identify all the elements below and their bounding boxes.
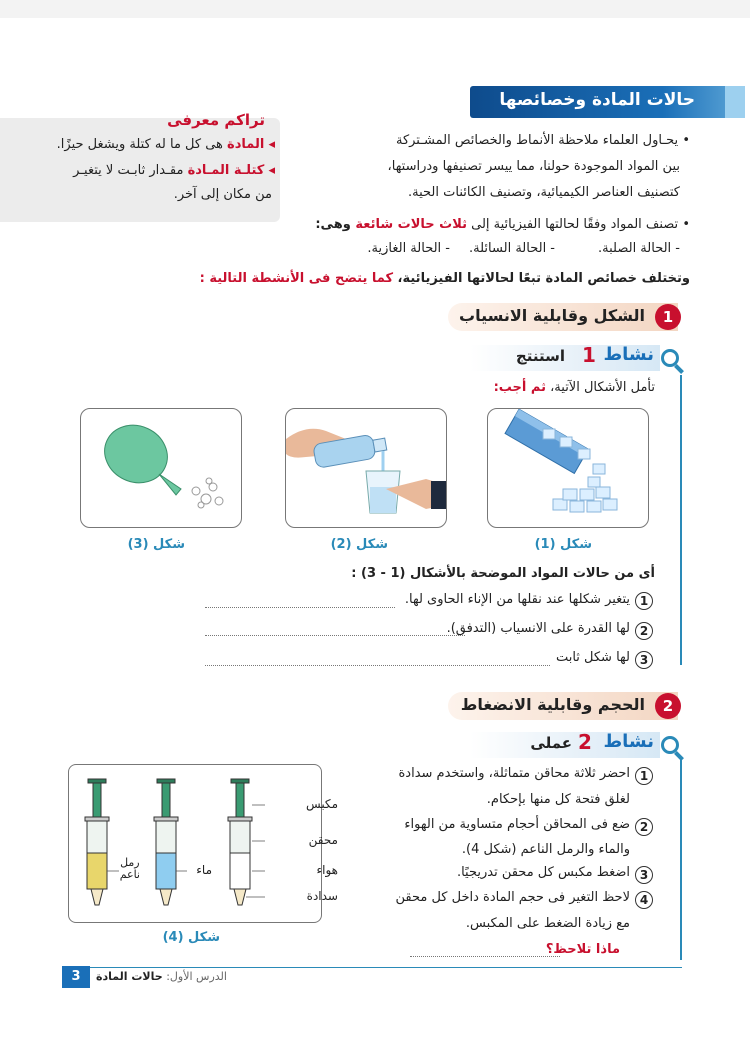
deflating-balloon-illustration (81, 409, 241, 527)
magnifier-handle-icon (674, 751, 684, 761)
figure2-caption: شكل (2) (330, 537, 388, 552)
footer-lesson-label: الدرس الأول: (166, 970, 227, 983)
intro-p3-highlight: كما يتضح فى الأنشطة التالية : (199, 271, 394, 286)
item3-number: 3 (635, 651, 653, 669)
label-syringe: محقن (308, 833, 338, 847)
section2-title: الحجم وقابلية الانضغاط (460, 695, 645, 714)
state-solid: - الحالة الصلبة. (598, 241, 680, 256)
activity2-number: 2 (578, 730, 592, 754)
step3-line1: اضغط مكبس كل محقن تدريجيًا. (456, 865, 630, 880)
figure3-balloon (80, 408, 242, 528)
activity2-label: نشاط (603, 731, 654, 752)
step1-number: 1 (635, 767, 653, 785)
page-top-strip (0, 0, 750, 18)
section1-number: 1 (655, 304, 681, 330)
ice-cubes-illustration (488, 409, 648, 527)
title-bar-edge (725, 86, 745, 118)
item1-number: 1 (635, 592, 653, 610)
item2-number: 2 (635, 622, 653, 640)
activity1-instruction (494, 380, 655, 395)
bullet-dot-icon: • (678, 217, 690, 232)
page-title: حالات المادة وخصائصها (499, 90, 695, 110)
intro-p2-c: وهى: (315, 217, 356, 232)
figure1-ice (487, 408, 649, 528)
page-title-bar (470, 86, 745, 118)
knowledge-line-3: من مكان إلى آخر. (173, 187, 272, 202)
page-number: 3 (62, 966, 90, 988)
figure3-caption: شكل (3) (127, 537, 185, 552)
footer-lesson (96, 970, 227, 983)
label-sand-l1: رمل (120, 856, 140, 869)
pouring-water-illustration (286, 409, 446, 527)
bullet-dot-icon: • (678, 133, 690, 148)
state-liquid: - الحالة السائلة. (469, 241, 555, 256)
section1-title: الشكل وقابلية الانسياب (458, 306, 645, 325)
knowledge-term-matter: المادة (227, 137, 265, 152)
activity1-label: نشاط (603, 344, 654, 365)
activity1-number: 1 (582, 343, 596, 367)
knowledge-def-matter: هى كل ما له كتلة ويشغل حيزًا. (56, 137, 228, 152)
footer-lesson-title: حالات المادة (96, 970, 163, 983)
state-gas: - الحالة الغازية. (367, 241, 450, 256)
magnifier-handle-icon (674, 364, 684, 374)
intro-p3-a: وتختلف خصائص المادة تبعًا لحالاتها الفيزيائية، (393, 271, 690, 286)
syringes-illustration (69, 765, 321, 922)
intro-paragraph-2 (270, 212, 690, 238)
activity1-question: أى من حالات المواد الموضحة بالأشكال (1 - 3) : (351, 566, 655, 581)
figure2-water (285, 408, 447, 528)
item3-text: لها شكل ثابت (555, 650, 630, 665)
intro-p1-line3: كتصنيف العناصر الكيميائية، وتصنيف الكائنات الحية. (408, 185, 680, 200)
item2-text: لها القدرة على الانسياب (التدفق). (446, 621, 630, 636)
intro-p1-line2: بين المواد الموجودة حولنا، مما ييسر تصنيفها ودراستها، (387, 159, 680, 174)
activity1-instr-b: ثم أجب: (493, 380, 546, 395)
answer-line-3[interactable] (205, 664, 550, 666)
section2-number: 2 (655, 693, 681, 719)
label-air: هواء (316, 863, 338, 877)
intro-paragraph-3 (70, 266, 690, 292)
step2-line2: والماء والرمل الناعم (شكل 4). (461, 842, 630, 857)
intro-paragraph-1 (320, 128, 690, 206)
step3-number: 3 (635, 866, 653, 884)
label-sand-l2: ناعم (119, 868, 140, 881)
observe-prompt: ماذا تلاحظ؟ (545, 942, 620, 957)
answer-line-2[interactable] (205, 634, 465, 636)
activity1-sub: استنتج (515, 347, 565, 365)
step4-line2: مع زيادة الضغط على المكبس. (465, 916, 630, 931)
intro-p2-a: تصنف المواد وفقًا لحالتها الفيزيائية إلى (466, 217, 679, 232)
item1-text: يتغير شكلها عند نقلها من الإناء الحاوى لها. (404, 592, 630, 607)
intro-p1-line1: يحـاول العلماء ملاحظة الأنماط والخصائص المشـتركة (395, 133, 679, 148)
label-sand (120, 857, 140, 881)
knowledge-line-2 (5, 160, 275, 182)
intro-p2-highlight: ثلاث حالات شائعة (355, 217, 467, 232)
answer-line-observe[interactable] (410, 955, 560, 957)
label-water: ماء (196, 863, 212, 877)
bullet-arrow-icon: ◂ (268, 163, 275, 178)
step1-line1: احضر ثلاثة محاقن متماثلة، واستخدم سدادة (398, 766, 630, 781)
activity2-vline (680, 760, 682, 960)
knowledge-def-mass: مقـدار ثابـت لا يتغيـر (73, 163, 188, 178)
knowledge-line-1 (5, 134, 275, 156)
step4-number: 4 (635, 891, 653, 909)
step2-line1: ضع فى المحاقن أحجام متساوية من الهواء (404, 817, 630, 832)
activity1-instr-a: تأمل الأشكال الآتية، (545, 380, 655, 395)
activity1-vline (680, 375, 682, 665)
figure1-caption: شكل (1) (534, 537, 592, 552)
bullet-arrow-icon: ◂ (268, 137, 275, 152)
step4-line1: لاحظ التغير فى حجم المادة داخل كل محقن (395, 890, 630, 905)
label-plunger: مكبس (306, 797, 338, 811)
step1-line2: لغلق فتحة كل منها بإحكام. (486, 792, 630, 807)
figure4-syringes (68, 764, 322, 923)
activity2-sub: عملى (530, 734, 572, 752)
step2-number: 2 (635, 818, 653, 836)
answer-line-1[interactable] (205, 606, 395, 608)
footer-line (62, 967, 682, 968)
knowledge-term-mass: كتلـة المـادة (187, 163, 265, 178)
label-stopper: سدادة (306, 889, 338, 903)
figure4-caption: شكل (4) (162, 930, 220, 945)
knowledge-title: تراكم معرفى (167, 111, 265, 129)
